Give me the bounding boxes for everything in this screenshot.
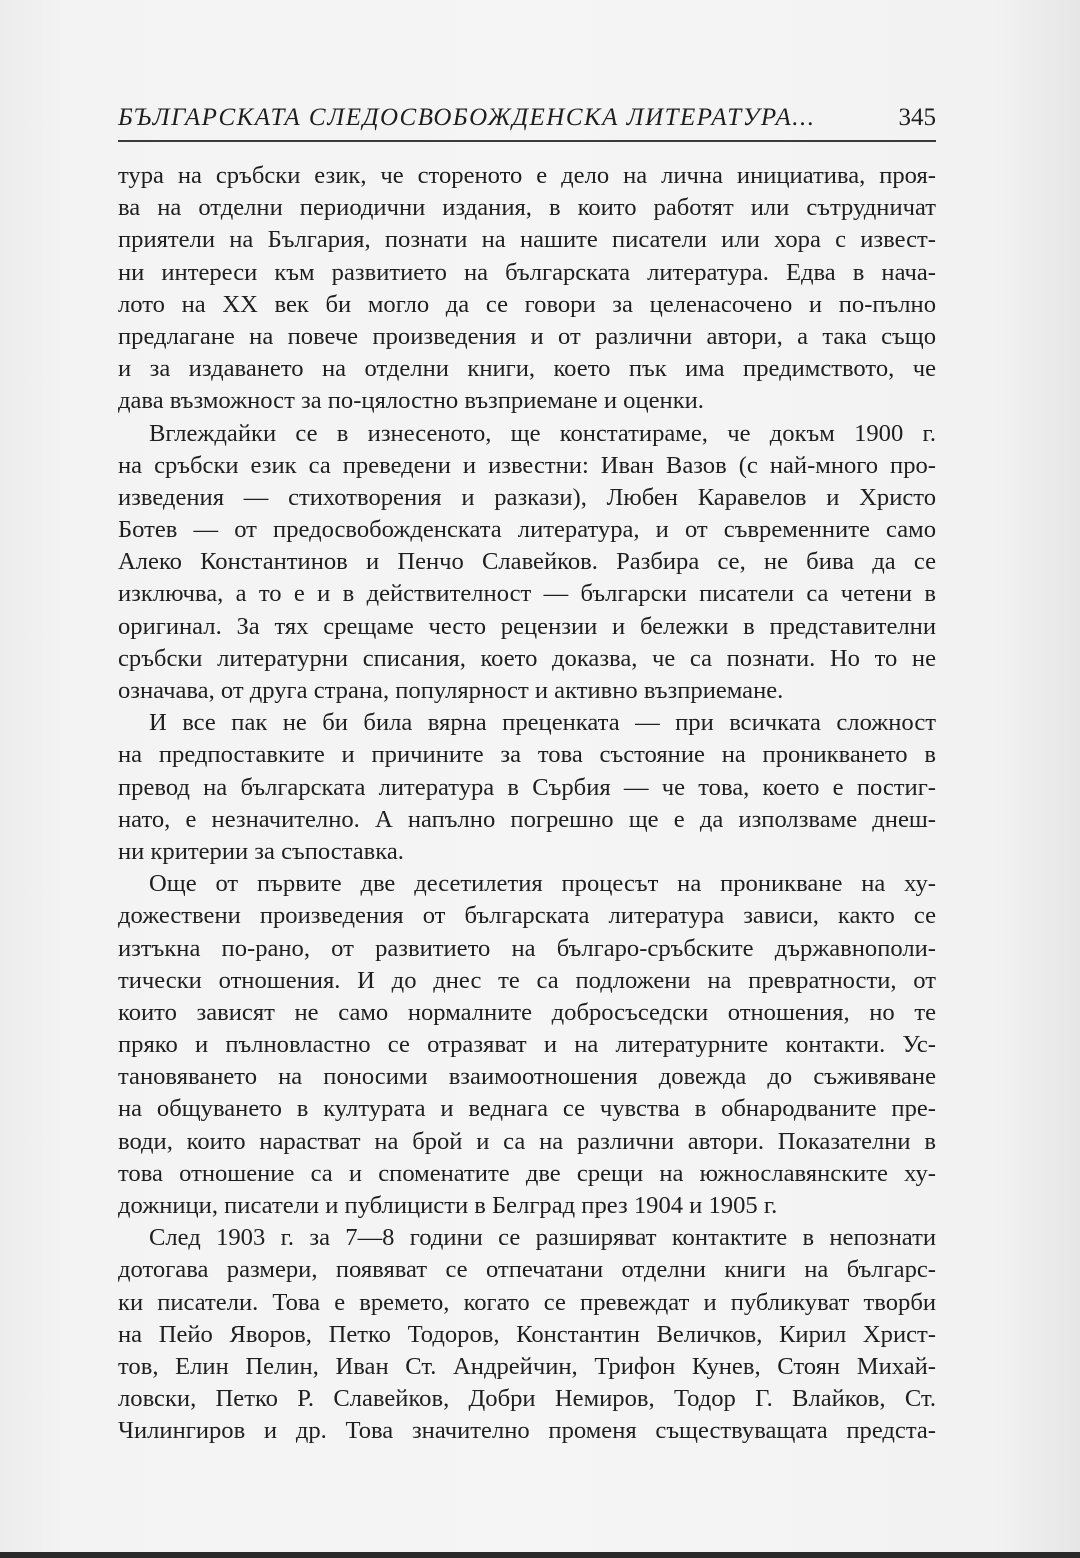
text-line: приятели на България, познати на нашите писатели или хора с извест- <box>118 226 936 254</box>
text-line: Още от първите две десетилетия процесът на проникване на ху- <box>149 870 936 898</box>
text-line: ни критерии за съпоставка. <box>118 837 404 865</box>
text-line: тура на сръбски език, че стореното е дело на лична инициатива, проя- <box>118 162 936 189</box>
text-line: на общуването в културата и веднага се чувства в обнародваните пре- <box>118 1095 936 1123</box>
text-line: дожествени произведения от българската литература зависи, както се <box>118 902 936 930</box>
body-text <box>118 160 936 1448</box>
running-title: БЪЛГАРСКАТА СЛЕДОСВОБОЖДЕНСКА ЛИТЕРАТУРА... <box>118 104 816 131</box>
text-line: сръбски литературни списания, което доказва, че са познати. Но то не <box>118 644 936 672</box>
text-line: води, които нарастват на брой и са на различни автори. Показателни в <box>118 1127 936 1155</box>
text-line: ва на отделни периодични издания, в които работят или сътрудничат <box>118 194 936 222</box>
page-number: 345 <box>898 104 936 131</box>
text-line: оригинал. За тях срещаме често рецензии и бележки в представителни <box>118 612 936 640</box>
text-line: означава, от друга страна, популярност и активно възприемане. <box>118 677 784 704</box>
text-line: изтъкна по-рано, от развитието на българо-сръбските държавнополи- <box>118 934 936 962</box>
text-line: и за издаването на отделни книги, което пък има предимството, че <box>118 355 936 383</box>
text-line: на сръбски език са преведени и известни: Иван Вазов (с най-много про- <box>118 451 936 479</box>
text-line: Чилингиров и др. Това значително променя съществуващата предста- <box>118 1417 936 1445</box>
text-line: пряко и пълновластно се отразяват и на литературните контакти. Ус- <box>118 1031 936 1059</box>
text-line: След 1903 г. за 7—8 години се разширяват контактите в непознати <box>149 1224 936 1252</box>
text-line: изведения — стихотворения и разкази), Любен Каравелов и Христо <box>118 483 936 511</box>
text-line: И все пак не би била вярна преценката — при всичката сложност <box>149 709 936 737</box>
page-bottom-edge <box>0 1552 1080 1558</box>
text-line: Алеко Константинов и Пенчо Славейков. Разбира се, не бива да се <box>118 548 936 576</box>
text-line: дожници, писатели и публицисти в Белград през 1904 и 1905 г. <box>118 1192 778 1219</box>
text-line: това отношение са и споменатите две срещи на южнославянските ху- <box>118 1159 936 1187</box>
text-line: превод на българската литература в Сърбия — че това, което е постиг- <box>118 773 936 801</box>
text-line: дотогава размери, появяват се отпечатани отделни книги на българс- <box>118 1256 936 1284</box>
text-line: Вглеждайки се в изнесеното, ще констатираме, че докъм 1900 г. <box>149 419 936 447</box>
running-header <box>118 104 936 142</box>
text-line: нато, е незначително. А напълно погрешно ще е да използваме днеш- <box>118 805 936 833</box>
text-line: тановяването на поносими взаимоотношения довежда до съживяване <box>118 1063 936 1091</box>
text-line: ки писатели. Това е времето, когато се превеждат и публикуват творби <box>118 1288 936 1316</box>
text-line: изключва, а то е и в действителност — български писатели са четени в <box>118 580 936 608</box>
text-line: ловски, Петко Р. Славейков, Добри Немиров, Тодор Г. Влайков, Ст. <box>118 1385 936 1413</box>
text-line: лото на XX век би могло да се говори за целенасочено и по-пълно <box>118 290 936 318</box>
text-line: тов, Елин Пелин, Иван Ст. Андрейчин, Трифон Кунев, Стоян Михай- <box>118 1352 936 1380</box>
text-line: дава възможност за по-цялостно възприемане и оценки. <box>118 387 704 415</box>
text-line: предлагане на повече произведения и от различни автори, а така също <box>118 322 936 350</box>
text-line: на Пейо Яворов, Петко Тодоров, Константин Величков, Кирил Христ- <box>118 1320 936 1348</box>
text-line: ни интереси към развитието на българската литература. Едва в нача- <box>118 258 936 286</box>
text-line: на предпоставките и причините за това състояние на проникването в <box>118 741 936 769</box>
text-line: тически отношения. И до днес те са подложени на превратности, от <box>118 966 936 994</box>
text-line: Ботев — от предосвобожденската литература, и от съвременните само <box>118 516 936 544</box>
text-line: които зависят не само нормалните добросъседски отношения, но те <box>118 998 936 1026</box>
